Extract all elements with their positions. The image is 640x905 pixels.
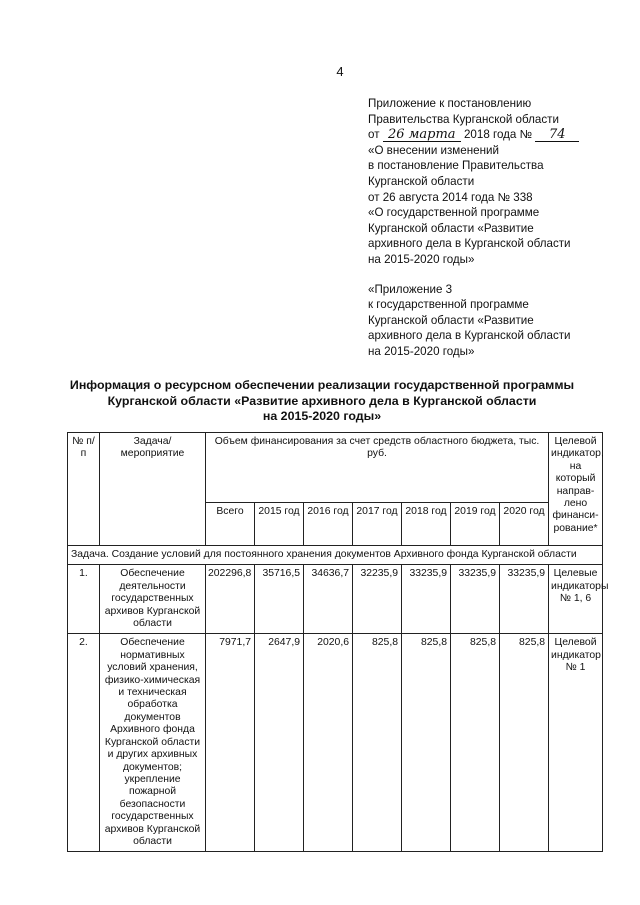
appendix-line: «О государственной программе (368, 206, 540, 220)
appendix-line: архивного дела в Курганской области (368, 237, 571, 251)
title-line: Информация о ресурсном обеспечении реализации государственной программы (69, 378, 575, 392)
appendix-line: Приложение к постановлению (368, 97, 532, 110)
header-task: Задача/ мероприятие (100, 433, 206, 546)
task-text: Задача. Создание условий для постоянного хранения документов Архивного фонда Курганской области (68, 546, 603, 565)
row-value: 33235,9 (402, 565, 451, 634)
row-name: Обеспечение деятельности государственных архивов Курганской области (100, 565, 206, 634)
year-text: 2018 года № (463, 128, 533, 142)
document-title (62, 378, 582, 425)
row-value: 34636,7 (304, 565, 353, 634)
row-value: 2647,9 (255, 634, 304, 852)
header-funding: Объем финансирования за счет средств областного бюджета, тыс. руб. (206, 433, 549, 503)
appendix-line: Курганской области «Развитие (368, 221, 534, 235)
row-value: 35716,5 (255, 565, 304, 634)
row-total: 202296,8 (206, 565, 255, 634)
header-num: № п/п (68, 433, 100, 546)
table-row (68, 634, 603, 852)
header-year: 2020 год (500, 503, 549, 546)
appendix-line: Курганской области «Развитие (368, 313, 534, 327)
appendix-line: от 26 августа 2014 года № 338 (368, 190, 533, 204)
appendix-line: в постановление Правительства (368, 159, 544, 173)
header-year: 2018 год (402, 503, 451, 546)
header-year: 2019 год (451, 503, 500, 546)
row-value: 825,8 (402, 634, 451, 852)
appendix-line: Курганской области (368, 174, 475, 188)
row-value: 33235,9 (451, 565, 500, 634)
header-year: 2016 год (304, 503, 353, 546)
row-total: 7971,7 (206, 634, 255, 852)
appendix-note (368, 96, 618, 360)
appendix-line: «Приложение 3 (368, 282, 453, 296)
row-name: Обеспечение нормативных условий хранения, физико-химическая и техническая обработка документов Архивного фонда Курганской области и других архивных документов; укрепление пожарной безопасности государственных архивов Курганской области (100, 634, 206, 852)
appendix-line: Правительства Курганской области (368, 112, 559, 126)
header-total: Всего (206, 503, 255, 546)
row-num: 1. (68, 565, 100, 634)
title-line: Курганской области «Развитие архивного дела в Курганской области (107, 393, 537, 408)
appendix-line: архивного дела в Курганской области (368, 329, 571, 343)
row-value: 825,8 (451, 634, 500, 852)
title-line: на 2015-2020 годы» (262, 409, 382, 423)
row-num: 2. (68, 634, 100, 852)
header-year: 2017 год (353, 503, 402, 546)
handwritten-number: 74 (535, 129, 579, 142)
table-row (68, 565, 603, 634)
appendix-line: на 2015-2020 годы» (368, 252, 475, 266)
row-value: 33235,9 (500, 565, 549, 634)
row-indicator: Целевой индикатор № 1 (549, 634, 603, 852)
appendix-line: на 2015-2020 годы» (368, 344, 475, 358)
page-number: 4 (336, 64, 344, 79)
header-year: 2015 год (255, 503, 304, 546)
resource-table (67, 432, 609, 852)
header-indicator: Целевой индикатор, на который направ- лено финанси- рование* (549, 433, 603, 546)
row-indicator: Целевые индикаторы № 1, 6 (549, 565, 603, 634)
row-value: 2020,6 (304, 634, 353, 852)
appendix-date-line (368, 127, 618, 143)
appendix-line: «О внесении изменений (368, 143, 499, 157)
task-row (68, 546, 603, 565)
handwritten-date: 26 марта (383, 129, 461, 142)
appendix-line: к государственной программе (368, 298, 529, 312)
row-value: 825,8 (500, 634, 549, 852)
table-header-row (68, 433, 603, 503)
row-value: 32235,9 (353, 565, 402, 634)
row-value: 825,8 (353, 634, 402, 852)
date-prefix: от (368, 128, 380, 142)
